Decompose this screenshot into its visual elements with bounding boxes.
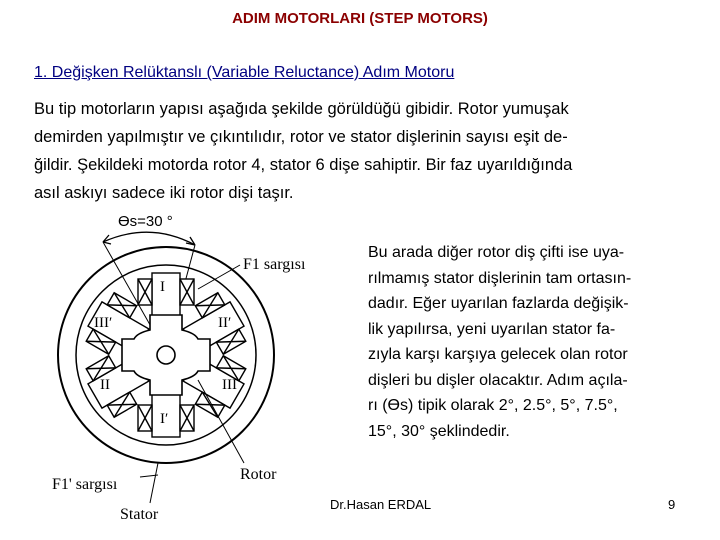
pole-label-I-prime: I′ — [160, 411, 169, 427]
side-paragraph — [368, 240, 703, 444]
side-line: rılmamış stator dişlerinin tam ortasın- — [368, 269, 632, 287]
side-line: dadır. Eğer uyarılan fazlarda değişik- — [368, 295, 629, 312]
rotor-shaft — [157, 346, 175, 364]
intro-line: Bu tip motorların yapısı aşağıda şekilde görüldüğü gibidir. Rotor yumuşak — [34, 100, 569, 118]
side-line: Bu arada diğer rotor diş çifti ise uya- — [368, 244, 625, 261]
side-line: zıyla karşı karşıya gelecek olan rotor — [368, 346, 628, 363]
rotor-label: Rotor — [240, 466, 277, 483]
leader-line — [150, 463, 158, 503]
side-line: rı (Ɵs) tipik olarak 2°, 2.5°, 5°, 7.5°, — [368, 397, 618, 414]
side-line: lik yapılırsa, yeni uyarılan stator fa- — [368, 320, 616, 338]
angle-arc — [103, 232, 195, 245]
leader-line — [198, 265, 240, 289]
footer-author: Dr.Hasan ERDAL — [330, 497, 432, 512]
pole-label-III: III — [222, 377, 237, 393]
intro-line: asıl askıyı sadece iki rotor dişi taşır. — [34, 184, 294, 202]
pole-label-II: II — [100, 377, 110, 393]
motor-cross-section — [0, 205, 360, 535]
pole-label-III-prime: III′ — [94, 315, 113, 331]
f1-prime-winding-label: F1' sargısı — [52, 476, 118, 493]
intro-line: ğildir. Şekildeki motorda rotor 4, stator 6 dişe sahiptir. Bir faz uyarıldığında — [34, 156, 573, 174]
angle-label: Ɵs=30 ° — [118, 213, 173, 230]
page-number: 9 — [668, 497, 676, 512]
side-line: 15°, 30° şeklindedir. — [368, 422, 510, 440]
side-line: dişleri bu dişler olacaktır. Adım açıla- — [368, 371, 628, 389]
section-subtitle: 1. Değişken Relüktanslı (Variable Reluctance) Adım Motoru — [34, 64, 455, 81]
intro-paragraph — [34, 95, 694, 207]
stator-label: Stator — [120, 506, 159, 523]
pole-label-II-prime: II′ — [218, 315, 232, 331]
intro-line: demirden yapılmıştır ve çıkıntılıdır, rotor ve stator dişlerinin sayısı eşit de- — [34, 128, 568, 146]
pole-label-I: I — [160, 279, 165, 295]
step-motor-diagram — [0, 205, 360, 540]
slide-title: ADIM MOTORLARI (STEP MOTORS) — [232, 10, 488, 27]
f1-winding-label: F1 sargısı — [243, 256, 306, 273]
